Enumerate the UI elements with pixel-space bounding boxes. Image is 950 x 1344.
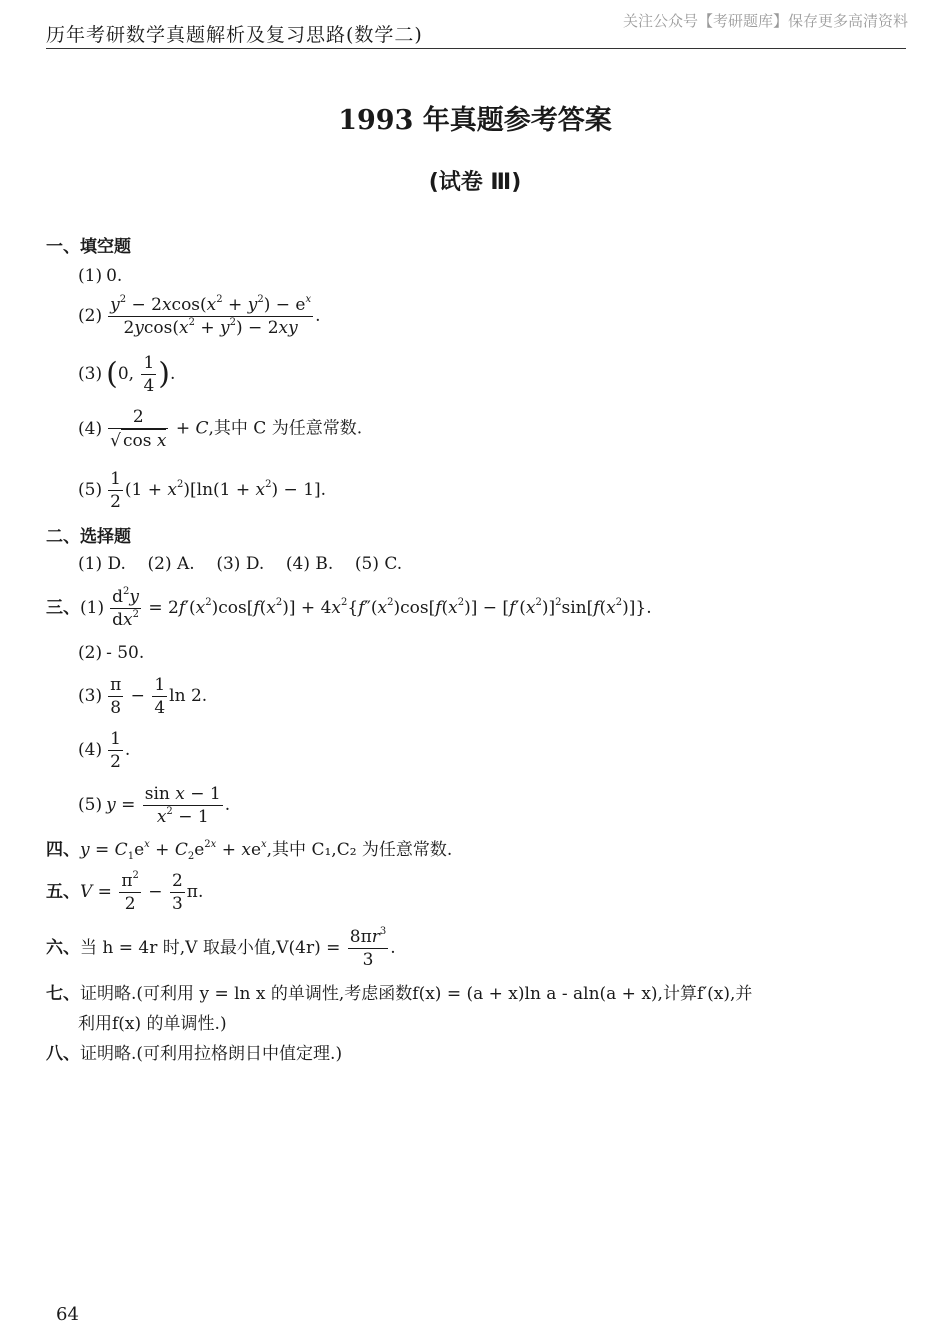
item-label: (2) [78,306,103,326]
formula-fraction: $\frac{2}{\text{√ cos x}}$ [110,407,167,451]
section-heading-3: 三、 [46,598,80,618]
section-heading-6: 六、 [46,938,80,958]
choice-5: (5) C. [354,554,403,574]
answer-8 [46,1042,342,1066]
formula-fraction: $\frac{1}{2}$ [110,469,121,512]
section-heading-4: 四、 [46,840,80,860]
answer-7 [46,982,752,1006]
answer-1-1 [78,264,122,288]
answer-text: ,其中 C₁,C₂ 为任意常数. [266,840,453,860]
answer-7-cont [78,1012,227,1036]
formula-fraction: $\frac{d^2y}{dx^2}$ [112,586,139,630]
choice-1: (1) D. [78,554,126,574]
section-heading-7: 七、 [46,984,80,1004]
answer-5: 五、V = $\frac{\pi^2}{2}$ − $\frac{2}{3}$ π. [46,870,204,914]
answer-3-2 [78,641,144,665]
answer-3-1: 三、(1) $\frac{d^2y}{dx^2}$ = $2f'(x^2)\cos[f(x^2)] + 4x^2\{f''(x^2)\cos[f(x^2)] - [f'(x^2)]^2\sin[f(x^2)]\}$. [46,586,652,630]
answer-1-4: (4) $\frac{2}{\text{√ cos x}}$ + C,其中 C 为任意常数. [78,407,363,451]
answer-text: 证明略.(可利用拉格朗日中值定理.) [80,1044,343,1064]
answer-4: 四、$y = C_1e^x + C_2e^{2x} + xe^x$,其中 C₁,C₂ 为任意常数. [46,839,453,862]
answer-6: 六、当 h = 4r 时,V 取最小值,V(4r) = $\frac{8\pi r^3}{3}$ . [46,926,396,970]
item-label: (5) [78,480,103,500]
formula-fraction: $\frac{\text{sin x − 1}}{x^2 - 1}$ [144,784,221,827]
choice-3: (3) D. [216,554,265,574]
item-label: (3) [78,364,103,384]
formula-fraction: $\frac{8\pi r^3}{3}$ [349,926,387,970]
page-title: 1993 年真题参考答案 [338,105,612,136]
answer-text: 证明略.(可利用 y = ln x 的单调性,考虑函数f(x) = (a + x)ln a - aln(a + x),计算f′(x),并 [80,984,753,1004]
answer-1-3: (3) (0, $\frac{1}{4}$ ). [78,353,176,396]
section-heading-5: 五、 [46,882,80,902]
item-label: (3) [78,686,103,706]
choice-4: (4) B. [285,554,334,574]
answer-1-5: (5) $\frac{1}{2}$ $(1 + x^2)[\ln(1 + x^2) - 1]$. [78,469,327,512]
page-number: 64 [56,1304,79,1325]
answer-text: 当 h = 4r 时,V 取最小值,V(4r) = [80,938,341,958]
formula-fraction: $\frac{y^2 - 2xcos(x^2 + y^2) - e^x}{2ycos(x^2 + y^2) - 2xy}$ [110,294,312,338]
item-label: (2) [78,643,103,663]
header-title: 历年考研数学真题解析及复习思路(数学二) [46,24,423,46]
formula-fraction: $\frac{\pi}{8}$ [110,675,122,718]
answer-text: 利用f(x) 的单调性.) [78,1014,227,1034]
header-divider [46,48,906,49]
item-label: (4) [78,418,103,439]
item-label: (1) [80,598,105,618]
choice-2: (2) A. [147,554,195,574]
answer-3-3: (3) $\frac{\pi}{8}$ − $\frac{1}{4}$ ln 2. [78,675,208,718]
section-heading-8: 八、 [46,1044,80,1064]
formula-fraction: $\frac{1}{4}$ [154,675,166,718]
answer-3-4: (4) $\frac{1}{2}$ . [78,729,131,772]
formula-fraction: $\frac{1}{2}$ [110,729,121,772]
answer-text: - 50. [106,643,145,663]
section-heading-choice: 二、选择题 [46,527,131,547]
answer-text: ,其中 C 为任意常数. [208,418,363,439]
answer-choice-row [78,552,402,576]
section-heading-fill: 一、填空题 [46,237,131,257]
answer-1-2: (2) $\frac{y^2 - 2xcos(x^2 + y^2) - e^x}{2ycos(x^2 + y^2) - 2xy}$ . [78,294,321,338]
answer-3-5: (5) y = $\frac{\text{sin x − 1}}{x^2 - 1}$ . [78,784,231,827]
formula-fraction: $\frac{1}{4}$ [143,353,155,396]
item-label: (1) [78,266,103,286]
item-label: (4) [78,740,103,760]
answer-text: 0. [106,266,123,286]
watermark-text: 关注公众号【考研题库】保存更多高清资料 [622,12,908,30]
formula-fraction: $\frac{2}{3}$ [171,871,183,914]
formula-fraction: $\frac{\pi^2}{2}$ [121,870,139,914]
page-subtitle: (试卷 Ⅲ) [428,170,522,195]
item-label: (5) [78,795,103,815]
